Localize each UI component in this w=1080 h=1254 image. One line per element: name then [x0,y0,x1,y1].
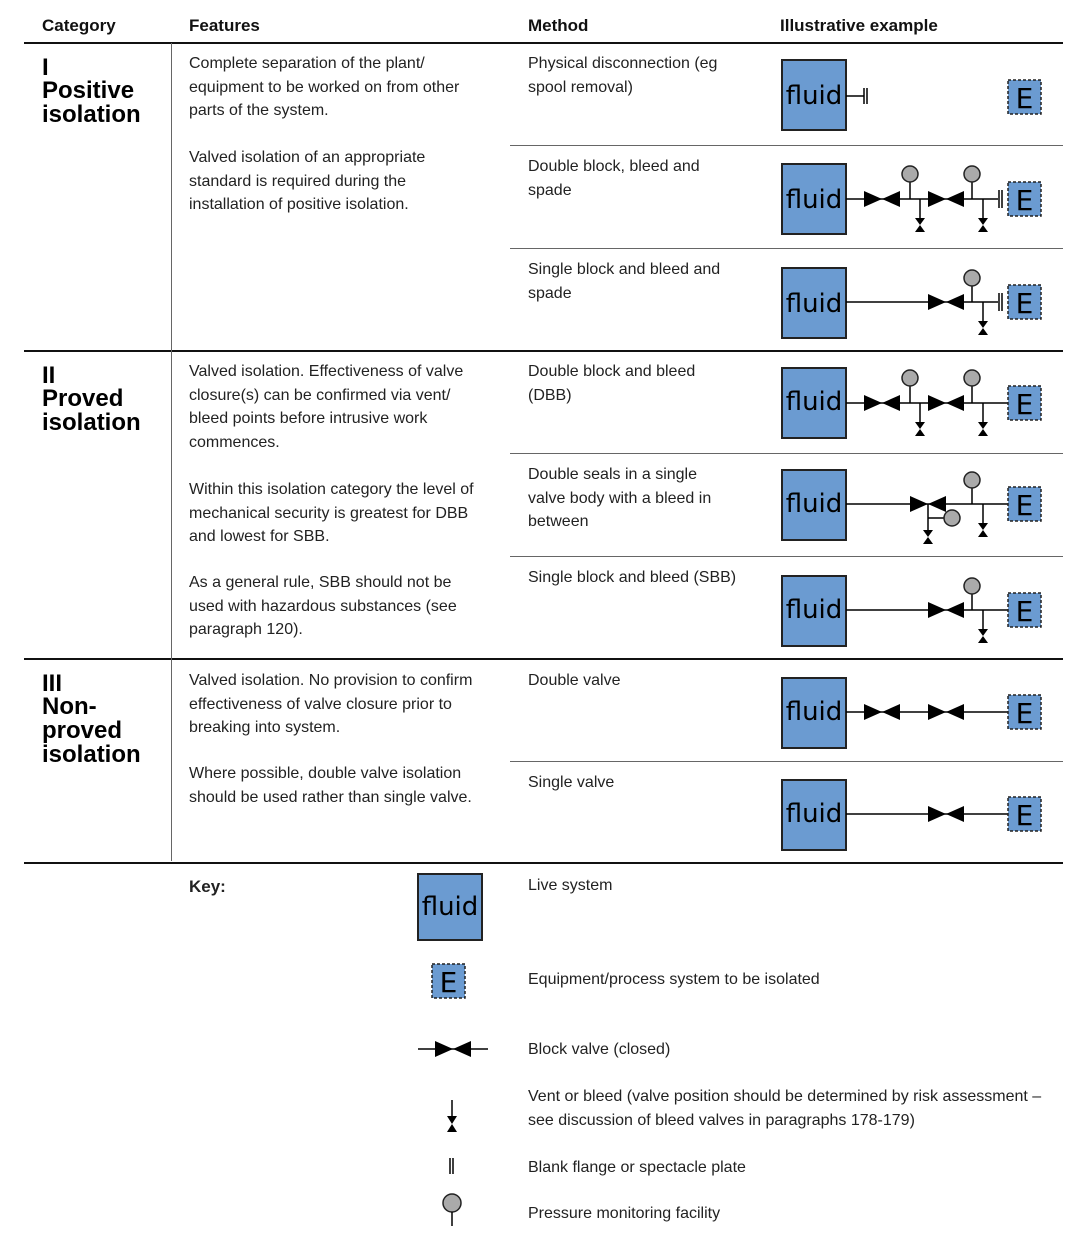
fluid-label: fluid [785,489,843,519]
key-block-valve-icon [418,1038,490,1060]
fluid-label: fluid [785,185,843,215]
category-2-feature-3: As a general rule, SBB should not be used with hazardous substances (see paragraph 120). [189,574,457,638]
diagram-double-block-and-bleed [780,364,1050,440]
equipment-label: E [1015,82,1034,115]
method-double-valve: Double valve [528,672,621,689]
key-pressure-monitoring: Pressure monitoring facility [528,1205,721,1222]
equipment-label: E [1015,489,1034,522]
method-double-block-bleed-spade: Double block, bleed and spade [528,158,700,199]
key-title: Key: [189,877,226,896]
header-features: Features [189,16,260,35]
equipment-label: E [1015,595,1034,628]
diagram-single-block-bleed-spade [780,264,1050,340]
method-single-valve: Single valve [528,774,615,791]
row-divider [510,145,1063,146]
key-live-system: Live system [528,877,613,894]
key-blank-flange-icon [444,1156,460,1176]
diagram-single-valve [780,776,1050,852]
category-3-name: Non-proved isolation [42,693,141,768]
bleed-valve-icon [915,218,925,225]
category-1-name: Positive isolation [42,77,141,128]
key-equipment: Equipment/process system to be isolated [528,971,820,988]
method-double-block-and-bleed: Double block and bleed (DBB) [528,363,696,404]
fluid-label: fluid [785,387,843,417]
category-1-numeral: I [42,54,49,81]
equipment-label: E [439,966,458,999]
fluid-label: fluid [785,289,843,319]
block-valve-icon [864,191,882,207]
header-method: Method [528,16,589,35]
category-2-name: Proved isolation [42,385,141,436]
key-bleed-icon [442,1098,462,1138]
category-2-feature-1: Valved isolation. Effectiveness of valve closure(s) can be confirmed via vent/ bleed points before intrusive work commences. [189,363,464,451]
category-3-feature-2: Where possible, double valve isolation should be used rather than single valve. [189,765,472,806]
equipment-label: E [1015,287,1034,320]
column-divider [171,43,172,861]
header-category: Category [42,16,116,35]
section-rule-2 [24,658,1063,660]
fluid-label: fluid [785,595,843,625]
header-rule [24,42,1063,44]
category-2-feature-2: Within this isolation category the level of mechanical security is greatest for DBB and lowest for SBB. [189,481,474,545]
section-rule-3 [24,862,1063,864]
row-divider [510,761,1063,762]
header-example: Illustrative example [780,16,938,35]
diagram-double-valve [780,674,1050,750]
diagram-double-block-bleed-spade [780,160,1050,236]
fluid-label: fluid [785,697,843,727]
row-divider [510,453,1063,454]
fluid-label: fluid [785,81,843,111]
section-rule-1 [24,350,1063,352]
equipment-label: E [1015,697,1034,730]
category-1-feature-2: Valved isolation of an appropriate standard is required during the installation of positive isolation. [189,149,426,213]
method-double-seals-single-body: Double seals in a single valve body with a bleed in between [528,466,712,530]
key-equipment-icon [430,962,470,1002]
equipment-label: E [1015,184,1034,217]
method-single-block-bleed-spade: Single block and bleed and spade [528,261,721,302]
fluid-label: fluid [421,892,479,922]
key-fluid-icon [416,872,486,944]
category-3-numeral: III [42,670,63,697]
category-3-feature-1: Valved isolation. No provision to confirm effectiveness of valve closure prior to breaking into system. [189,672,473,736]
category-1-feature-1: Complete separation of the plant/ equipment to be worked on from other parts of the system. [189,55,460,119]
row-divider [510,556,1063,557]
equipment-label: E [1015,388,1034,421]
category-2-numeral: II [42,362,56,389]
method-single-block-and-bleed: Single block and bleed (SBB) [528,569,737,586]
key-block-valve: Block valve (closed) [528,1041,671,1058]
key-vent-bleed: Vent or bleed (valve position should be determined by risk assessment – see discussion of bleed valves in paragraphs 178-179) [528,1088,1042,1129]
row-divider [510,248,1063,249]
diagram-physical-disconnection [780,58,1050,134]
diagram-single-block-and-bleed [780,572,1050,648]
fluid-label: fluid [785,799,843,829]
diagram-double-seals-single-body [780,466,1050,550]
equipment-label: E [1015,799,1034,832]
method-physical-disconnection: Physical disconnection (eg spool removal) [528,55,718,96]
key-blank-flange: Blank flange or spectacle plate [528,1159,746,1176]
pressure-gauge-icon [902,166,918,182]
key-pressure-gauge-icon [440,1192,466,1228]
